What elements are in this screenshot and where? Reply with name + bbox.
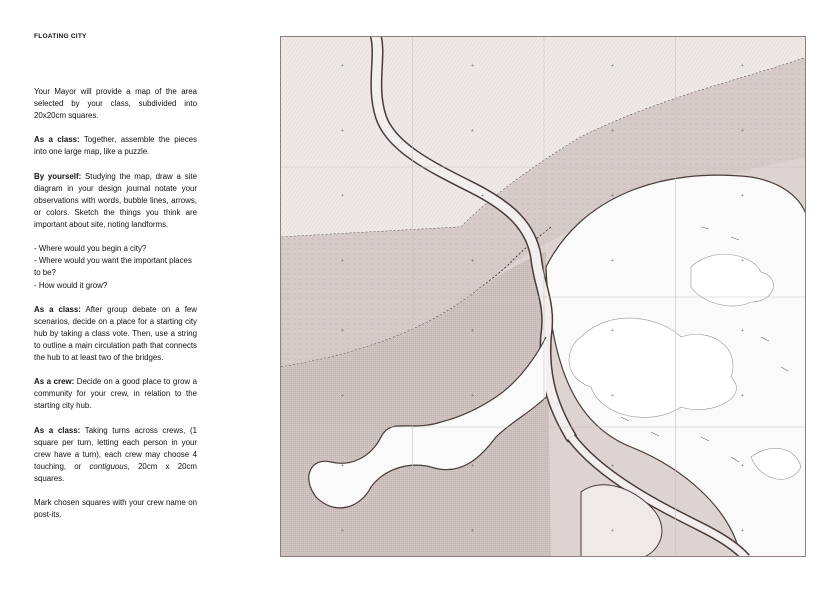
svg-text:+: + [741,258,744,264]
step-assemble [34,134,197,158]
svg-text:+: + [741,393,744,399]
step-text: Studying the map, draw a site diagram in your design journal notate your observations with words, bubble lines, arrows, or colors. Sketch the things you think are important about site, noting landforms. [34,171,197,230]
step-lead: By yourself: [34,171,82,181]
question-item: - How would it grow? [34,280,108,290]
step-lead: As a class: [34,304,81,314]
svg-text:+: + [611,193,614,199]
intro-paragraph: Your Mayor will provide a map of the area selected by your class, subdivided into 20x20cm squares. [34,87,197,121]
step-lead: As a class: [34,425,81,435]
step-text: Together, assemble the pieces into one large map, like a puzzle. [34,135,197,157]
svg-text:+: + [471,63,474,69]
svg-text:+: + [471,393,474,399]
step-crew-community [34,376,197,412]
svg-text:+: + [481,193,484,199]
step-text: Decide on a good place to grow a community for your crew, in relation to the starting city hub. [34,377,197,411]
svg-text:+: + [471,528,474,534]
svg-text:+: + [741,463,744,469]
svg-text:+: + [611,328,614,334]
svg-text:+: + [341,193,344,199]
svg-text:+: + [341,328,344,334]
svg-text:+: + [341,258,344,264]
question-item: - Where would you want the important places to be? [34,256,192,278]
svg-text:+: + [471,258,474,264]
svg-text:+: + [341,393,344,399]
svg-text:+: + [611,63,614,69]
step-lead: As a crew: [34,377,75,387]
svg-text:+: + [611,258,614,264]
question-item: - Where would you begin a city? [34,244,147,254]
svg-text:+: + [741,63,744,69]
svg-text:+: + [611,463,614,469]
svg-text:+: + [611,528,614,534]
step-text: Taking turns across crews, (1 square per turn, letting each person in your crew have a turn), each crew may choose 4 touching, or [34,425,197,471]
step-italic-word: contiguous, [89,461,130,471]
svg-text:+: + [741,528,744,534]
question-list [34,243,197,291]
step-lead: As a class: [34,135,80,145]
site-map [280,36,806,557]
svg-text:+: + [471,328,474,334]
step-text: 20cm x 20cm squares. [34,461,197,483]
step-choose-squares [34,425,197,485]
instructions-column [34,86,197,533]
document-title: FLOATING CITY [34,33,87,40]
svg-text:+: + [741,128,744,134]
svg-text:+: + [471,463,474,469]
svg-text:+: + [341,463,344,469]
svg-text:+: + [341,128,344,134]
svg-text:+: + [341,63,344,69]
svg-text:+: + [471,128,474,134]
svg-text:+: + [341,528,344,534]
svg-text:+: + [611,393,614,399]
site-map-drawing [281,37,806,557]
svg-text:+: + [611,128,614,134]
svg-text:+: + [741,328,744,334]
closing-paragraph: Mark chosen squares with your crew name on post-its. [34,498,197,520]
svg-text:+: + [741,193,744,199]
step-city-hub [34,304,197,364]
step-site-diagram [34,171,197,231]
step-text: After group debate on a few scenarios, decide on a place for a starting city hub by taking a class vote. Then, use a string to outline a main circulation path that connects the hub to at least two of the bridges. [34,304,197,363]
